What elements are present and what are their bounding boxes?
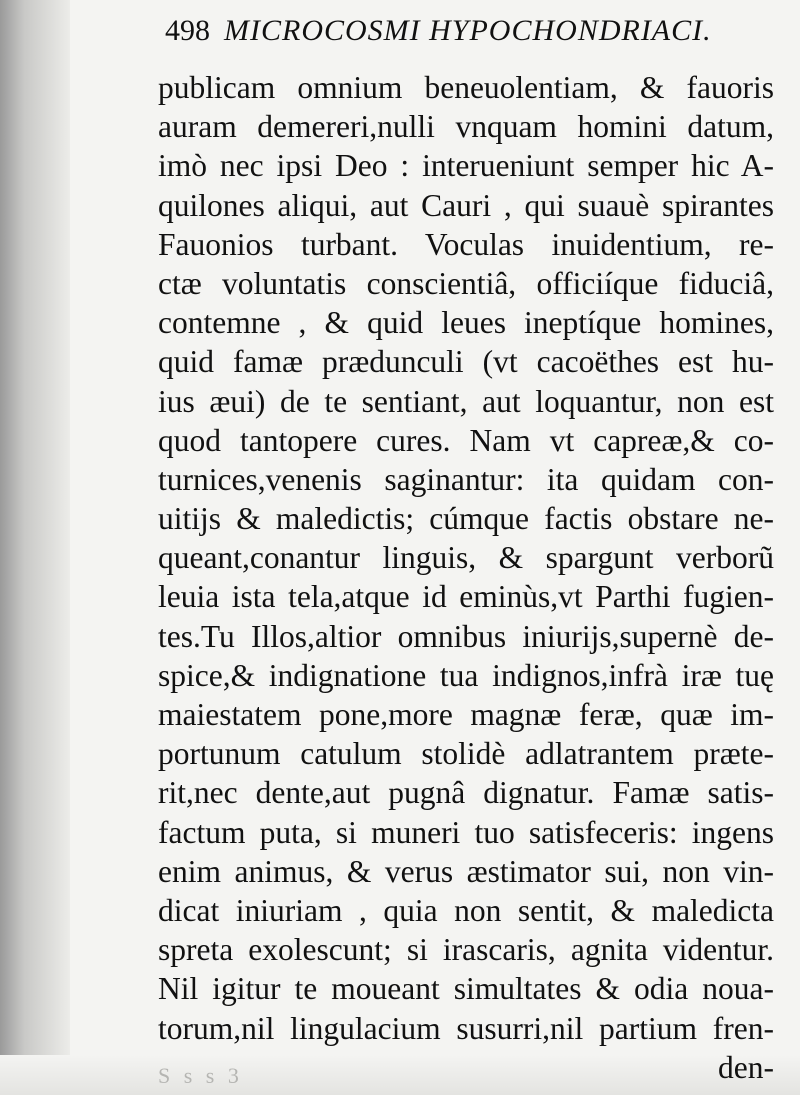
text-line: rit,nec dente,aut pugnâ dignatur. Famæ satis- xyxy=(158,775,774,811)
text-line: imò nec ipsi Deo : interueniunt semper hic A- xyxy=(158,148,774,184)
text-line: auram demereri,nulli vnquam homini datum, xyxy=(158,109,774,145)
text-line: queant,conantur linguis, & spargunt verborũ xyxy=(158,540,774,576)
text-line: spreta exolescunt; si irascaris, agnita videntur. xyxy=(158,932,774,968)
text-line: torum,nil lingulacium susurri,nil partium fren- xyxy=(158,1010,774,1046)
page-gutter-shadow xyxy=(0,0,70,1095)
text-line: publicam omnium beneuolentiam, & fauoris xyxy=(158,70,774,105)
text-line: contemne , & quid leues ineptíque homines, xyxy=(158,305,774,341)
text-line: quilones aliqui, aut Cauri , qui suauè spirantes xyxy=(158,187,774,223)
signature-mark: S s s 3 xyxy=(158,1063,243,1088)
text-line: leuia ista tela,atque id eminùs,vt Parthi fugien- xyxy=(158,579,774,615)
text-line: Fauonios turbant. Voculas inuidentium, re- xyxy=(158,226,774,262)
catchword: den- xyxy=(718,1049,774,1085)
text-line: maiestatem pone,more magnæ feræ, quæ im- xyxy=(158,697,774,732)
running-header xyxy=(165,14,712,48)
text-line: quod tantopere cures. Nam vt capreæ,& co- xyxy=(158,422,774,458)
text-line: factum puta, si muneri tuo satisfeceris: ingens xyxy=(158,814,774,850)
text-line: uitijs & maledictis; cúmque factis obstare ne- xyxy=(158,501,774,537)
text-line: enim animus, & verus æstimator sui, non vin- xyxy=(158,853,774,889)
text-line: tes.Tu Illos,altior omnibus iniurijs,supernè de- xyxy=(158,618,774,654)
body-text xyxy=(158,68,774,1087)
page-number: 498 xyxy=(165,14,210,47)
text-line: ctæ voluntatis conscientiâ, officiíque fiduciâ, xyxy=(158,265,774,301)
text-line: portunum catulum stolidè adlatrantem præte- xyxy=(158,736,774,772)
text-line: Nil igitur te moueant simultates & odia noua- xyxy=(158,971,774,1007)
running-head-title: MICROCOSMI HYPOCHONDRIACI. xyxy=(224,14,712,47)
text-line: ius æui) de te sentiant, aut loquantur, non est xyxy=(158,383,774,419)
text-line: spice,& indignatione tua indignos,infrà iræ tuę xyxy=(158,657,774,693)
text-line: dicat iniuriam , quia non sentit, & maledicta xyxy=(158,892,774,928)
text-line: turnices,venenis saginantur: ita quidam con- xyxy=(158,461,774,497)
text-line: quid famæ prædunculi (vt cacoëthes est hu- xyxy=(158,344,774,380)
